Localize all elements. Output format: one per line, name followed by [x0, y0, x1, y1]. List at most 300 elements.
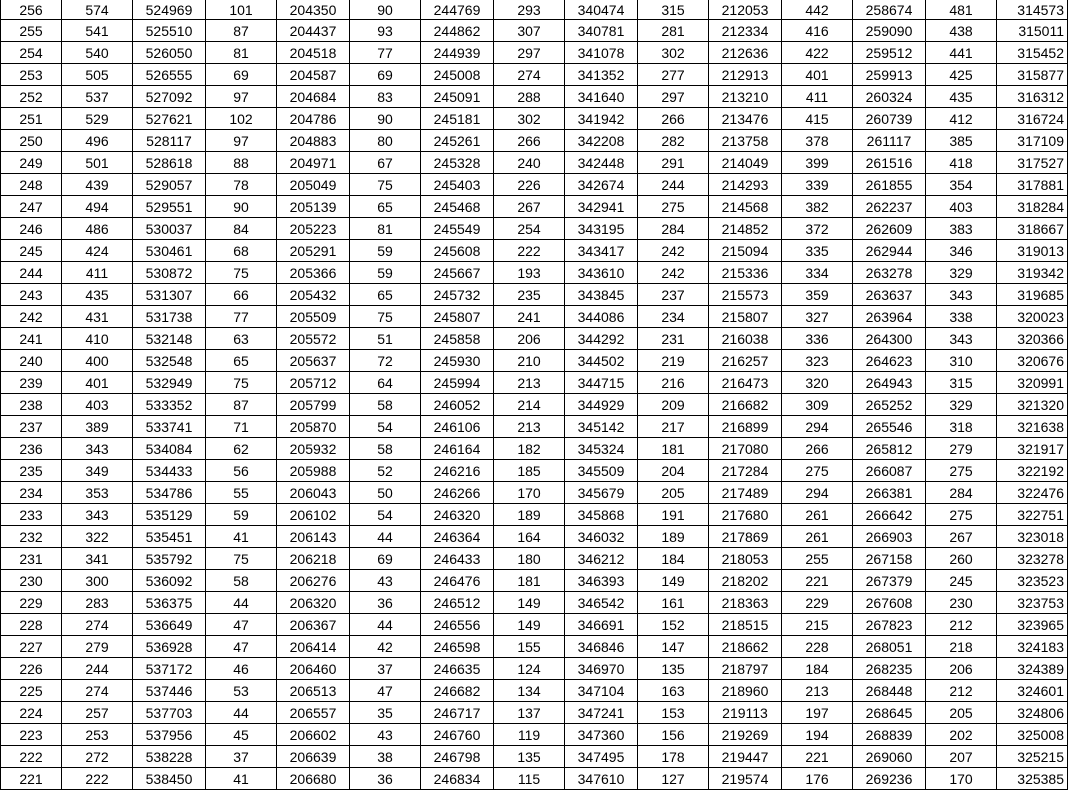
table-cell[interactable]: 323753 — [997, 592, 1068, 614]
table-cell[interactable]: 320991 — [997, 372, 1068, 394]
table-cell[interactable]: 226 — [494, 174, 565, 196]
table-cell[interactable]: 217869 — [709, 526, 782, 548]
table-cell[interactable]: 531738 — [133, 306, 206, 328]
table-cell[interactable]: 88 — [206, 152, 277, 174]
table-cell[interactable]: 101 — [206, 0, 277, 20]
table-cell[interactable]: 212334 — [709, 20, 782, 42]
table-cell[interactable]: 316312 — [997, 86, 1068, 108]
table-cell[interactable]: 536928 — [133, 636, 206, 658]
table-cell[interactable]: 240 — [1, 350, 62, 372]
table-cell[interactable]: 241 — [494, 306, 565, 328]
table-cell[interactable]: 411 — [782, 86, 853, 108]
table-cell[interactable]: 346542 — [565, 592, 638, 614]
table-cell[interactable]: 530872 — [133, 262, 206, 284]
table-cell[interactable]: 246760 — [421, 724, 494, 746]
table-cell[interactable]: 529057 — [133, 174, 206, 196]
table-cell[interactable]: 257 — [62, 702, 133, 724]
table-cell[interactable]: 206414 — [277, 636, 350, 658]
table-cell[interactable]: 541 — [62, 20, 133, 42]
table-cell[interactable]: 164 — [494, 526, 565, 548]
table-cell[interactable]: 41 — [206, 768, 277, 790]
table-cell[interactable]: 206460 — [277, 658, 350, 680]
table-cell[interactable]: 347104 — [565, 680, 638, 702]
table-cell[interactable]: 341352 — [565, 64, 638, 86]
table-cell[interactable]: 346691 — [565, 614, 638, 636]
table-cell[interactable]: 77 — [206, 306, 277, 328]
table-cell[interactable]: 35 — [350, 702, 421, 724]
table-cell[interactable]: 58 — [206, 570, 277, 592]
table-cell[interactable]: 321917 — [997, 438, 1068, 460]
table-cell[interactable]: 205049 — [277, 174, 350, 196]
table-cell[interactable]: 505 — [62, 64, 133, 86]
table-cell[interactable]: 438 — [926, 20, 997, 42]
table-cell[interactable]: 67 — [350, 152, 421, 174]
table-cell[interactable]: 327 — [782, 306, 853, 328]
table-cell[interactable]: 102 — [206, 108, 277, 130]
table-cell[interactable]: 283 — [62, 592, 133, 614]
table-cell[interactable]: 246798 — [421, 746, 494, 768]
table-cell[interactable]: 37 — [206, 746, 277, 768]
table-cell[interactable]: 412 — [926, 108, 997, 130]
table-cell[interactable]: 152 — [638, 614, 709, 636]
table-cell[interactable]: 216038 — [709, 328, 782, 350]
table-cell[interactable]: 58 — [350, 438, 421, 460]
table-cell[interactable]: 344292 — [565, 328, 638, 350]
table-cell[interactable]: 341078 — [565, 42, 638, 64]
table-cell[interactable]: 245468 — [421, 196, 494, 218]
table-cell[interactable]: 204350 — [277, 0, 350, 20]
table-cell[interactable]: 530461 — [133, 240, 206, 262]
table-cell[interactable]: 234 — [638, 306, 709, 328]
table-cell[interactable]: 65 — [350, 196, 421, 218]
table-cell[interactable]: 261 — [782, 504, 853, 526]
table-cell[interactable]: 425 — [926, 64, 997, 86]
table-cell[interactable]: 184 — [638, 548, 709, 570]
table-cell[interactable]: 227 — [1, 636, 62, 658]
table-cell[interactable]: 282 — [638, 130, 709, 152]
table-cell[interactable]: 64 — [350, 372, 421, 394]
table-cell[interactable]: 244939 — [421, 42, 494, 64]
table-cell[interactable]: 245667 — [421, 262, 494, 284]
table-cell[interactable]: 205 — [638, 482, 709, 504]
table-cell[interactable]: 58 — [350, 394, 421, 416]
table-cell[interactable]: 230 — [1, 570, 62, 592]
table-cell[interactable]: 210 — [494, 350, 565, 372]
table-cell[interactable]: 341 — [62, 548, 133, 570]
table-cell[interactable]: 246433 — [421, 548, 494, 570]
table-cell[interactable]: 494 — [62, 196, 133, 218]
table-cell[interactable]: 538450 — [133, 768, 206, 790]
table-cell[interactable]: 274 — [494, 64, 565, 86]
table-cell[interactable]: 319342 — [997, 262, 1068, 284]
table-cell[interactable]: 46 — [206, 658, 277, 680]
table-cell[interactable]: 315011 — [997, 20, 1068, 42]
table-cell[interactable]: 256 — [1, 0, 62, 20]
table-cell[interactable]: 442 — [782, 0, 853, 20]
table-cell[interactable]: 83 — [350, 86, 421, 108]
table-cell[interactable]: 205223 — [277, 218, 350, 240]
table-cell[interactable]: 217680 — [709, 504, 782, 526]
table-cell[interactable]: 288 — [494, 86, 565, 108]
table-cell[interactable]: 181 — [638, 438, 709, 460]
table-cell[interactable]: 532548 — [133, 350, 206, 372]
table-cell[interactable]: 339 — [782, 174, 853, 196]
table-cell[interactable]: 206367 — [277, 614, 350, 636]
table-cell[interactable]: 322751 — [997, 504, 1068, 526]
table-cell[interactable]: 324806 — [997, 702, 1068, 724]
table-cell[interactable]: 81 — [350, 218, 421, 240]
table-cell[interactable]: 44 — [206, 702, 277, 724]
table-cell[interactable]: 345679 — [565, 482, 638, 504]
table-cell[interactable]: 204518 — [277, 42, 350, 64]
table-cell[interactable]: 261516 — [853, 152, 926, 174]
table-cell[interactable]: 274 — [62, 680, 133, 702]
table-cell[interactable]: 51 — [350, 328, 421, 350]
table-cell[interactable]: 323278 — [997, 548, 1068, 570]
table-cell[interactable]: 537 — [62, 86, 133, 108]
table-cell[interactable]: 310 — [926, 350, 997, 372]
table-cell[interactable]: 202 — [926, 724, 997, 746]
table-cell[interactable]: 204883 — [277, 130, 350, 152]
table-cell[interactable]: 213476 — [709, 108, 782, 130]
table-cell[interactable]: 526555 — [133, 64, 206, 86]
table-cell[interactable]: 320676 — [997, 350, 1068, 372]
table-cell[interactable]: 246682 — [421, 680, 494, 702]
table-cell[interactable]: 317527 — [997, 152, 1068, 174]
table-cell[interactable]: 527092 — [133, 86, 206, 108]
table-cell[interactable]: 315 — [926, 372, 997, 394]
table-cell[interactable]: 246164 — [421, 438, 494, 460]
table-cell[interactable]: 340781 — [565, 20, 638, 42]
table-cell[interactable]: 501 — [62, 152, 133, 174]
table-cell[interactable]: 353 — [62, 482, 133, 504]
table-cell[interactable]: 284 — [926, 482, 997, 504]
table-cell[interactable]: 268839 — [853, 724, 926, 746]
table-cell[interactable]: 69 — [350, 548, 421, 570]
table-cell[interactable]: 316724 — [997, 108, 1068, 130]
table-cell[interactable]: 266 — [638, 108, 709, 130]
table-cell[interactable]: 246512 — [421, 592, 494, 614]
table-cell[interactable]: 251 — [1, 108, 62, 130]
table-cell[interactable]: 403 — [62, 394, 133, 416]
table-cell[interactable]: 215807 — [709, 306, 782, 328]
table-cell[interactable]: 347495 — [565, 746, 638, 768]
table-cell[interactable]: 206 — [926, 658, 997, 680]
table-cell[interactable]: 349 — [62, 460, 133, 482]
table-cell[interactable]: 84 — [206, 218, 277, 240]
table-cell[interactable]: 537172 — [133, 658, 206, 680]
table-cell[interactable]: 536649 — [133, 614, 206, 636]
table-cell[interactable]: 574 — [62, 0, 133, 20]
table-cell[interactable]: 205139 — [277, 196, 350, 218]
table-cell[interactable]: 343 — [926, 284, 997, 306]
table-cell[interactable]: 217 — [638, 416, 709, 438]
table-cell[interactable]: 163 — [638, 680, 709, 702]
table-cell[interactable]: 135 — [638, 658, 709, 680]
table-cell[interactable]: 260739 — [853, 108, 926, 130]
table-cell[interactable]: 205712 — [277, 372, 350, 394]
table-cell[interactable]: 231 — [1, 548, 62, 570]
table-cell[interactable]: 245261 — [421, 130, 494, 152]
table-cell[interactable]: 204786 — [277, 108, 350, 130]
table-cell[interactable]: 247 — [1, 196, 62, 218]
table-cell[interactable]: 341640 — [565, 86, 638, 108]
table-cell[interactable]: 334 — [782, 262, 853, 284]
table-cell[interactable]: 69 — [350, 64, 421, 86]
table-cell[interactable]: 243 — [1, 284, 62, 306]
table-cell[interactable]: 216257 — [709, 350, 782, 372]
table-cell[interactable]: 182 — [494, 438, 565, 460]
table-cell[interactable]: 245181 — [421, 108, 494, 130]
table-cell[interactable]: 71 — [206, 416, 277, 438]
table-cell[interactable]: 245328 — [421, 152, 494, 174]
table-cell[interactable]: 325008 — [997, 724, 1068, 746]
table-cell[interactable]: 206680 — [277, 768, 350, 790]
table-cell[interactable]: 279 — [62, 636, 133, 658]
table-cell[interactable]: 263278 — [853, 262, 926, 284]
table-cell[interactable]: 217284 — [709, 460, 782, 482]
table-cell[interactable]: 524969 — [133, 0, 206, 20]
table-cell[interactable]: 532148 — [133, 328, 206, 350]
table-cell[interactable]: 317881 — [997, 174, 1068, 196]
table-cell[interactable]: 534433 — [133, 460, 206, 482]
table-cell[interactable]: 212053 — [709, 0, 782, 20]
table-cell[interactable]: 260 — [926, 548, 997, 570]
table-cell[interactable]: 264623 — [853, 350, 926, 372]
table-cell[interactable]: 415 — [782, 108, 853, 130]
table-cell[interactable]: 340474 — [565, 0, 638, 20]
table-cell[interactable]: 320 — [782, 372, 853, 394]
table-cell[interactable]: 205509 — [277, 306, 350, 328]
table-cell[interactable]: 68 — [206, 240, 277, 262]
table-cell[interactable]: 399 — [782, 152, 853, 174]
table-cell[interactable]: 535129 — [133, 504, 206, 526]
table-cell[interactable]: 222 — [1, 746, 62, 768]
table-cell[interactable]: 244769 — [421, 0, 494, 20]
table-cell[interactable]: 215 — [782, 614, 853, 636]
table-cell[interactable]: 161 — [638, 592, 709, 614]
table-cell[interactable]: 41 — [206, 526, 277, 548]
table-cell[interactable]: 385 — [926, 130, 997, 152]
table-cell[interactable]: 254 — [494, 218, 565, 240]
table-cell[interactable]: 44 — [350, 526, 421, 548]
table-cell[interactable]: 90 — [350, 108, 421, 130]
table-cell[interactable]: 401 — [62, 372, 133, 394]
table-cell[interactable]: 241 — [1, 328, 62, 350]
table-cell[interactable]: 193 — [494, 262, 565, 284]
table-cell[interactable]: 231 — [638, 328, 709, 350]
table-cell[interactable]: 265812 — [853, 438, 926, 460]
table-cell[interactable]: 217489 — [709, 482, 782, 504]
table-cell[interactable]: 530037 — [133, 218, 206, 240]
table-cell[interactable]: 246320 — [421, 504, 494, 526]
table-cell[interactable]: 237 — [638, 284, 709, 306]
table-cell[interactable]: 246556 — [421, 614, 494, 636]
table-cell[interactable]: 213 — [494, 416, 565, 438]
table-cell[interactable]: 45 — [206, 724, 277, 746]
table-cell[interactable]: 205870 — [277, 416, 350, 438]
table-cell[interactable]: 42 — [350, 636, 421, 658]
table-cell[interactable]: 237 — [1, 416, 62, 438]
table-cell[interactable]: 44 — [350, 614, 421, 636]
table-cell[interactable]: 346846 — [565, 636, 638, 658]
table-cell[interactable]: 75 — [350, 174, 421, 196]
table-cell[interactable]: 147 — [638, 636, 709, 658]
table-cell[interactable]: 342941 — [565, 196, 638, 218]
table-cell[interactable]: 170 — [926, 768, 997, 790]
table-cell[interactable]: 206218 — [277, 548, 350, 570]
table-cell[interactable]: 435 — [62, 284, 133, 306]
table-cell[interactable]: 269060 — [853, 746, 926, 768]
table-cell[interactable]: 265252 — [853, 394, 926, 416]
table-cell[interactable]: 344086 — [565, 306, 638, 328]
table-cell[interactable]: 531307 — [133, 284, 206, 306]
table-cell[interactable]: 416 — [782, 20, 853, 42]
table-cell[interactable]: 329 — [926, 262, 997, 284]
table-cell[interactable]: 345868 — [565, 504, 638, 526]
table-cell[interactable]: 268448 — [853, 680, 926, 702]
table-cell[interactable]: 218 — [926, 636, 997, 658]
table-cell[interactable]: 97 — [206, 130, 277, 152]
table-cell[interactable]: 54 — [350, 416, 421, 438]
table-cell[interactable]: 253 — [62, 724, 133, 746]
table-cell[interactable]: 342448 — [565, 152, 638, 174]
table-cell[interactable]: 400 — [62, 350, 133, 372]
table-cell[interactable]: 229 — [782, 592, 853, 614]
table-cell[interactable]: 535451 — [133, 526, 206, 548]
table-cell[interactable]: 302 — [494, 108, 565, 130]
table-cell[interactable]: 245994 — [421, 372, 494, 394]
table-cell[interactable]: 233 — [1, 504, 62, 526]
table-cell[interactable]: 246717 — [421, 702, 494, 724]
table-cell[interactable]: 263964 — [853, 306, 926, 328]
table-cell[interactable]: 230 — [926, 592, 997, 614]
table-cell[interactable]: 342208 — [565, 130, 638, 152]
table-cell[interactable]: 78 — [206, 174, 277, 196]
table-cell[interactable]: 36 — [350, 768, 421, 790]
table-cell[interactable]: 246598 — [421, 636, 494, 658]
table-cell[interactable]: 527621 — [133, 108, 206, 130]
table-cell[interactable]: 93 — [350, 20, 421, 42]
table-cell[interactable]: 206513 — [277, 680, 350, 702]
table-cell[interactable]: 52 — [350, 460, 421, 482]
table-cell[interactable]: 318667 — [997, 218, 1068, 240]
table-cell[interactable]: 268051 — [853, 636, 926, 658]
table-cell[interactable]: 214049 — [709, 152, 782, 174]
table-cell[interactable]: 536375 — [133, 592, 206, 614]
table-cell[interactable]: 246635 — [421, 658, 494, 680]
table-cell[interactable]: 204971 — [277, 152, 350, 174]
table-cell[interactable]: 97 — [206, 86, 277, 108]
table-cell[interactable]: 250 — [1, 130, 62, 152]
table-cell[interactable]: 267823 — [853, 614, 926, 636]
table-cell[interactable]: 194 — [782, 724, 853, 746]
table-cell[interactable]: 72 — [350, 350, 421, 372]
table-cell[interactable]: 315452 — [997, 42, 1068, 64]
table-cell[interactable]: 431 — [62, 306, 133, 328]
table-cell[interactable]: 346032 — [565, 526, 638, 548]
table-cell[interactable]: 346393 — [565, 570, 638, 592]
table-cell[interactable]: 322192 — [997, 460, 1068, 482]
table-cell[interactable]: 317109 — [997, 130, 1068, 152]
table-cell[interactable]: 204 — [638, 460, 709, 482]
table-cell[interactable]: 155 — [494, 636, 565, 658]
table-cell[interactable]: 229 — [1, 592, 62, 614]
table-cell[interactable]: 245930 — [421, 350, 494, 372]
table-cell[interactable]: 156 — [638, 724, 709, 746]
table-cell[interactable]: 325215 — [997, 746, 1068, 768]
table-cell[interactable]: 341942 — [565, 108, 638, 130]
table-cell[interactable]: 314573 — [997, 0, 1068, 20]
table-cell[interactable]: 338 — [926, 306, 997, 328]
table-cell[interactable]: 347610 — [565, 768, 638, 790]
table-cell[interactable]: 245091 — [421, 86, 494, 108]
table-cell[interactable]: 184 — [782, 658, 853, 680]
table-cell[interactable]: 344929 — [565, 394, 638, 416]
table-cell[interactable]: 205291 — [277, 240, 350, 262]
table-cell[interactable]: 50 — [350, 482, 421, 504]
table-cell[interactable]: 329 — [926, 394, 997, 416]
table-cell[interactable]: 90 — [350, 0, 421, 20]
table-cell[interactable]: 228 — [782, 636, 853, 658]
table-cell[interactable]: 401 — [782, 64, 853, 86]
table-cell[interactable]: 205932 — [277, 438, 350, 460]
table-cell[interactable]: 246106 — [421, 416, 494, 438]
table-cell[interactable]: 347241 — [565, 702, 638, 724]
table-cell[interactable]: 137 — [494, 702, 565, 724]
table-cell[interactable]: 268235 — [853, 658, 926, 680]
table-cell[interactable]: 262944 — [853, 240, 926, 262]
table-cell[interactable]: 213 — [494, 372, 565, 394]
table-cell[interactable]: 63 — [206, 328, 277, 350]
table-cell[interactable]: 221 — [782, 570, 853, 592]
table-cell[interactable]: 439 — [62, 174, 133, 196]
table-cell[interactable]: 525510 — [133, 20, 206, 42]
table-cell[interactable]: 267 — [494, 196, 565, 218]
table-cell[interactable]: 267 — [926, 526, 997, 548]
table-cell[interactable]: 219269 — [709, 724, 782, 746]
table-cell[interactable]: 389 — [62, 416, 133, 438]
table-cell[interactable]: 538228 — [133, 746, 206, 768]
table-cell[interactable]: 80 — [350, 130, 421, 152]
table-cell[interactable]: 264943 — [853, 372, 926, 394]
table-cell[interactable]: 275 — [926, 504, 997, 526]
table-cell[interactable]: 319685 — [997, 284, 1068, 306]
table-cell[interactable]: 59 — [350, 262, 421, 284]
table-cell[interactable]: 75 — [206, 262, 277, 284]
table-cell[interactable]: 293 — [494, 0, 565, 20]
table-cell[interactable]: 213 — [782, 680, 853, 702]
table-cell[interactable]: 44 — [206, 592, 277, 614]
table-cell[interactable]: 534786 — [133, 482, 206, 504]
table-cell[interactable]: 324389 — [997, 658, 1068, 680]
table-cell[interactable]: 275 — [782, 460, 853, 482]
table-cell[interactable]: 411 — [62, 262, 133, 284]
table-cell[interactable]: 259090 — [853, 20, 926, 42]
table-cell[interactable]: 206043 — [277, 482, 350, 504]
table-cell[interactable]: 189 — [638, 526, 709, 548]
table-cell[interactable]: 321320 — [997, 394, 1068, 416]
table-cell[interactable]: 291 — [638, 152, 709, 174]
table-cell[interactable]: 181 — [494, 570, 565, 592]
table-cell[interactable]: 240 — [494, 152, 565, 174]
table-cell[interactable]: 322476 — [997, 482, 1068, 504]
table-cell[interactable]: 81 — [206, 42, 277, 64]
table-cell[interactable]: 372 — [782, 218, 853, 240]
table-cell[interactable]: 53 — [206, 680, 277, 702]
table-cell[interactable]: 47 — [206, 636, 277, 658]
table-cell[interactable]: 38 — [350, 746, 421, 768]
